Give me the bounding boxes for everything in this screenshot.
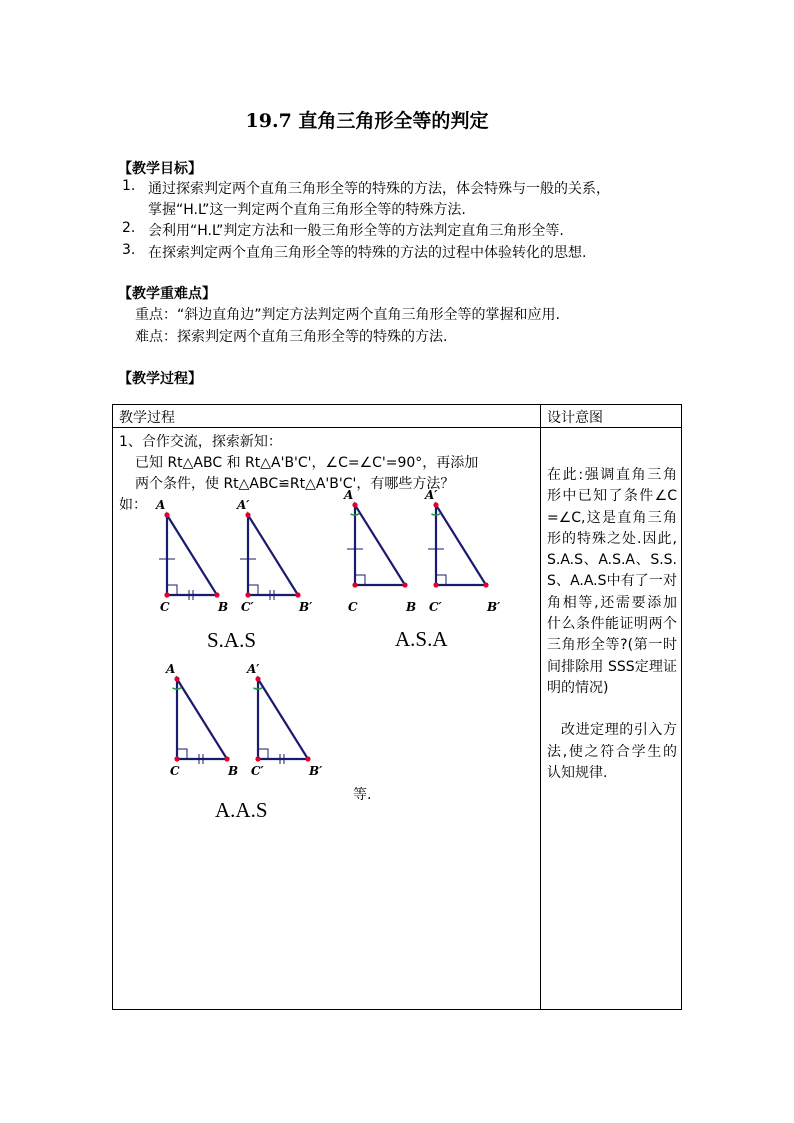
vertex-label: B xyxy=(218,600,229,614)
key-points-heading: 【教学重难点】 xyxy=(118,286,216,302)
objective-1-line-2: 掌握“H.L”这一判定两个直角三角形全等的特殊方法. xyxy=(148,202,466,218)
focus-text: 重点：“斜边直角边”判定方法判定两个直角三角形全等的掌握和应用. xyxy=(135,307,560,323)
aas-group xyxy=(165,662,323,822)
process-table xyxy=(112,404,682,1010)
vertex-label: C xyxy=(160,600,170,614)
intent-paragraph-2: 改进定理的引入方法,使之符合学生的认知规律. xyxy=(547,722,677,781)
step-title: 1、合作交流，探索新知： xyxy=(119,434,282,450)
vertex-label: A xyxy=(344,488,354,502)
vertex-label: B′ xyxy=(299,600,313,614)
method-label-asa: A.S.A xyxy=(395,627,448,651)
problem-line-1: 已知 Rt△ABC 和 Rt△A'B'C'，∠C=∠C'=90°，再添加 xyxy=(135,455,479,471)
triangle-a2b2c2 xyxy=(245,512,300,597)
method-label-sas: S.A.S xyxy=(207,628,257,652)
vertex-label: C xyxy=(348,600,358,614)
triangle-a2b2c2 xyxy=(255,676,310,761)
process-cell xyxy=(113,428,541,1010)
difficulty-text: 难点：探索判定两个直角三角形全等的特殊的方法. xyxy=(135,329,448,345)
triangle-figures xyxy=(113,428,541,848)
vertex-label: B′ xyxy=(487,600,501,614)
objective-number: 1. xyxy=(122,178,136,194)
intent-paragraph-1: 在此:强调直角三角形中已知了条件∠C=∠C,这是直角三角形的特殊之处.因此, S.A.S、A.S.A、S.S.S、A.A.S中有了一对角相等,还需要添加什么条件能证明两个三角形全等?(第一时间排除用 SSS定理证明的情况) xyxy=(547,467,677,696)
triangle-abc xyxy=(352,502,407,587)
triangle-abc xyxy=(164,512,219,597)
sas-group xyxy=(155,498,313,652)
objective-2-text: 会利用“H.L”判定方法和一般三角形全等的方法判定直角三角形全等. xyxy=(148,223,564,239)
vertex-label: A′ xyxy=(425,488,438,502)
objective-3-text: 在探索判定两个直角三角形全等的特殊的方法的过程中体验转化的思想. xyxy=(148,245,587,261)
vertex-label: B xyxy=(228,764,239,778)
page-title: 19.7 直角三角形全等的判定 xyxy=(245,110,489,132)
vertex-label: B xyxy=(406,600,417,614)
etc-text: 等. xyxy=(353,787,372,803)
objective-number: 2. xyxy=(122,220,136,236)
objective-1-line-1: 通过探索判定两个直角三角形全等的特殊的方法，体会特殊与一般的关系， xyxy=(148,181,610,197)
vertex-label: C xyxy=(170,764,180,778)
objectives-heading: 【教学目标】 xyxy=(118,161,202,177)
col-header-process: 教学过程 xyxy=(113,405,541,428)
col-header-intent: 设计意图 xyxy=(541,405,682,428)
objective-number: 3. xyxy=(122,242,136,258)
triangle-a2b2c2 xyxy=(433,502,488,587)
vertex-label: A′ xyxy=(247,662,260,676)
vertex-label: A′ xyxy=(237,498,250,512)
problem-line-2: 两个条件，使 Rt△ABC≌Rt△A'B'C'，有哪些方法？ xyxy=(135,476,455,492)
intent-cell xyxy=(541,428,682,1010)
vertex-label: A xyxy=(156,498,166,512)
asa-group xyxy=(343,488,501,651)
example-label: 如： xyxy=(119,497,147,513)
vertex-label: A xyxy=(166,662,176,676)
vertex-label: C′ xyxy=(241,600,254,614)
vertex-label: B′ xyxy=(309,764,323,778)
vertex-label: C′ xyxy=(429,600,442,614)
method-label-aas: A.A.S xyxy=(215,798,268,822)
vertex-label: C′ xyxy=(251,764,264,778)
process-heading: 【教学过程】 xyxy=(118,371,202,387)
triangle-abc xyxy=(174,676,229,761)
